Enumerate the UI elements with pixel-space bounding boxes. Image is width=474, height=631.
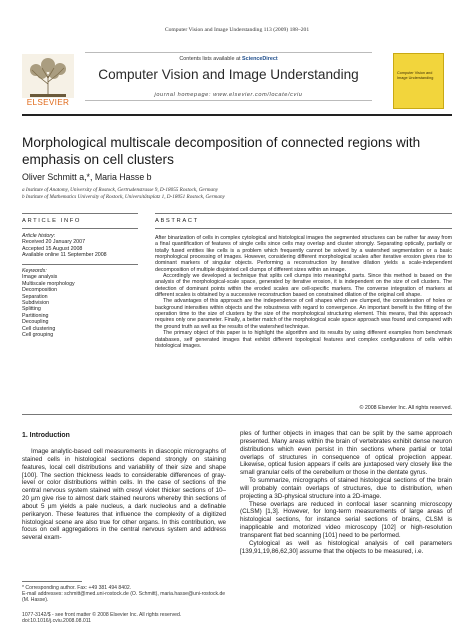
- body-paragraph: Cytological as well as histological analysis of cell parameters [139,91,19,86,62,30] assume that the objects to be measured, i.e.: [240, 539, 452, 555]
- keywords-rule: [22, 264, 138, 265]
- body-left-column: [22, 448, 226, 542]
- keyword-item: Decoupling: [22, 319, 49, 326]
- introduction-heading: 1. Introduction: [22, 432, 70, 439]
- abstract-bottom-rule: [22, 414, 452, 415]
- footnote: [22, 585, 226, 604]
- keyword-item: Multiscale morphology: [22, 280, 75, 287]
- keyword-item: Splitting: [22, 306, 41, 313]
- journal-title: Computer Vision and Image Understanding: [98, 67, 359, 82]
- abstract-paragraph: Accordingly we developed a technique that splits cell clumps into meaningful parts. Since this method is based on the analysis of the morphological-scale space, generated by iterative erosion, it is independent on the size of cell clusters. The detection of dominant points within the eroded scales are cell-specific markers. The converse integration of markers at different scales is obtained by a successive reconstruction based on constrained dilation of the original cell shape.: [155, 273, 452, 299]
- sciencedirect-link[interactable]: ScienceDirect: [241, 56, 278, 62]
- body-paragraph: To summarize, micrographs of stained histological sections of the brain will probably contain overlaps of structures, due to distribution, when projecting a 3D-physical structure into a 2D-image.: [240, 477, 452, 500]
- affiliation-b: b Institute of Mathematics University of Rostock, Universitätsplatz 1, D-18051 Rostock, Germany: [22, 194, 225, 200]
- keyword-item: Subdivision: [22, 300, 50, 307]
- history-accepted: Accepted 15 August 2008: [22, 245, 83, 252]
- header-divider: [22, 114, 452, 116]
- body-right-column: [240, 430, 452, 556]
- article-info-label: ARTICLE INFO: [22, 218, 82, 224]
- abstract-text: [155, 235, 452, 349]
- abstract-top-rule: [155, 213, 452, 214]
- info-bottom-rule: [22, 228, 138, 229]
- article-authors: Oliver Schmitt a,*, Maria Hasse b: [22, 172, 152, 182]
- body-paragraph: ples of further objects in images that can be split by the same approach presented. Many areas within the brain of vertebrates exhibit dense neuron distributions which even persist in thin sections where partial or total overlaps of structures in consequence of optical projection appear. Likewise, optical fusion appears if cells are juxtaposed very closely like the small granular cells of the cerebellum or those in the dentate gyrus.: [240, 430, 452, 477]
- affiliation-a: a Institute of Anatomy, University of Rostock, Gertrudenstrasse 9, D-18055 Rostock, Germany: [22, 187, 218, 193]
- email-addresses[interactable]: E-mail addresses: schmitt@med.uni-rostock.de (O. Schmitt), maria.hasse@uni-rostock.de (M. Hasse).: [22, 591, 226, 604]
- contents-line: [85, 56, 372, 62]
- journal-cover-title: Computer Vision and Image Understanding: [397, 71, 434, 80]
- abstract-paragraph: The primary object of this paper is to highlight the algorithm and its results by using different examples from benchmark databases, self generated images that exhibit different topological features and complex configurations of cells within histological images.: [155, 330, 452, 349]
- journal-homepage[interactable]: journal homepage: www.elsevier.com/locate/cviu: [154, 92, 303, 98]
- abstract-paragraph: The advantages of this approach are the independence of cell shapes which are clumped, the consideration of holes or background intensities within objects and the robustness with regard to convergence. An important benefit is the fitting of the operation time to the size of clusters by the size of the morphological structuring element. This means, that this approach requires only one parameter. Finally, a better match of the morphological scale space approach was found and compared with the ground truth as well as the results of the watershed technique.: [155, 298, 452, 330]
- running-head: Computer Vision and Image Understanding 113 (2009) 188–201: [164, 27, 310, 33]
- info-top-rule: [22, 213, 138, 214]
- publisher-wordmark: ELSEVIER: [26, 98, 70, 107]
- keyword-item: Decomposition: [22, 287, 58, 294]
- keyword-item: Cell clustering: [22, 325, 56, 332]
- keyword-item: Image analysis: [22, 274, 58, 281]
- keywords-list: [22, 268, 138, 338]
- keyword-item: Partitioning: [22, 312, 49, 319]
- keyword-item: Cell grouping: [22, 332, 54, 339]
- history-online: Available online 11 September 2008: [22, 252, 107, 259]
- abstract-paragraph: After binarization of cells in complex cytological and histological images the segmented structures can be rather far away from a final quantification of features of single cells since cells may overlap and cluster strongly. Separating optically, partially or totally fused entities like cells is a problem which frequently cannot be solved by a watershed segmentation or a basic morphological processing of images. However, considering different morphological scales after iterative erosion gives rise to dominant markers of singular objects. Performing a reconstruction by iterative dilation yields a scale-independent decomposition of multiple disjointed cell clumps of different sizes within an image.: [155, 235, 452, 273]
- keyword-item: Separation: [22, 293, 48, 300]
- footnote-rule: [22, 581, 82, 582]
- history-heading: Article history:: [22, 233, 56, 239]
- front-matter-meta: [22, 612, 226, 624]
- doi-line[interactable]: doi:10.1016/j.cviu.2008.08.011: [22, 618, 92, 625]
- journal-cover-image: [393, 53, 444, 109]
- article-history: [22, 233, 138, 259]
- body-paragraph: Image analytic-based cell measurements in diascopic micrographs of stained cells in histological sections depend strongly on staining features, local cell distributions and variability of their size and shape [100]. The section thickness leads to considerable differences of gray-level or color distributions within cells. In the case of sections of the central nervous system stained with cresyl violet thicker sections of 10–20 µm give rise to almost dark stained neurons whereby thin sections of about 5 µm yields a pale nucleus, a dark nucleolus and a definable perikaryon. These features that influence the complexity of a digitized histological scene are also true for other organs. In this contribution, we focus on cell aggregations in the central nervous system and address several exam-: [22, 448, 226, 542]
- history-received: Received 20 January 2007: [22, 239, 86, 246]
- issn-line: 1077-3142/$ - see front matter © 2008 Elsevier Inc. All rights reserved.: [22, 612, 182, 618]
- article-title: Morphological multiscale decomposition of connected regions with emphasis on cell clusters: [22, 135, 421, 167]
- corresponding-author-note: * Corresponding author. Fax: +49 381 494 8402.: [22, 585, 132, 591]
- abstract-sub-rule: [155, 228, 452, 229]
- keywords-heading: Keywords:: [22, 268, 47, 274]
- body-paragraph: These overlaps are reduced in confocal laser scanning microscopy (CLSM) [1,3]. However, for long-term measurements of large areas of histological sections, for instance serial sections of brains, CLSM is inapplicable and motorized video microscopy [102] or high-resolution transparent flat bed scanning [101] need to be performed.: [240, 500, 452, 539]
- abstract-label: ABSTRACT: [155, 218, 199, 224]
- copyright-line: © 2008 Elsevier Inc. All rights reserved.: [359, 405, 452, 411]
- contents-prefix: Contents lists available at: [179, 56, 241, 62]
